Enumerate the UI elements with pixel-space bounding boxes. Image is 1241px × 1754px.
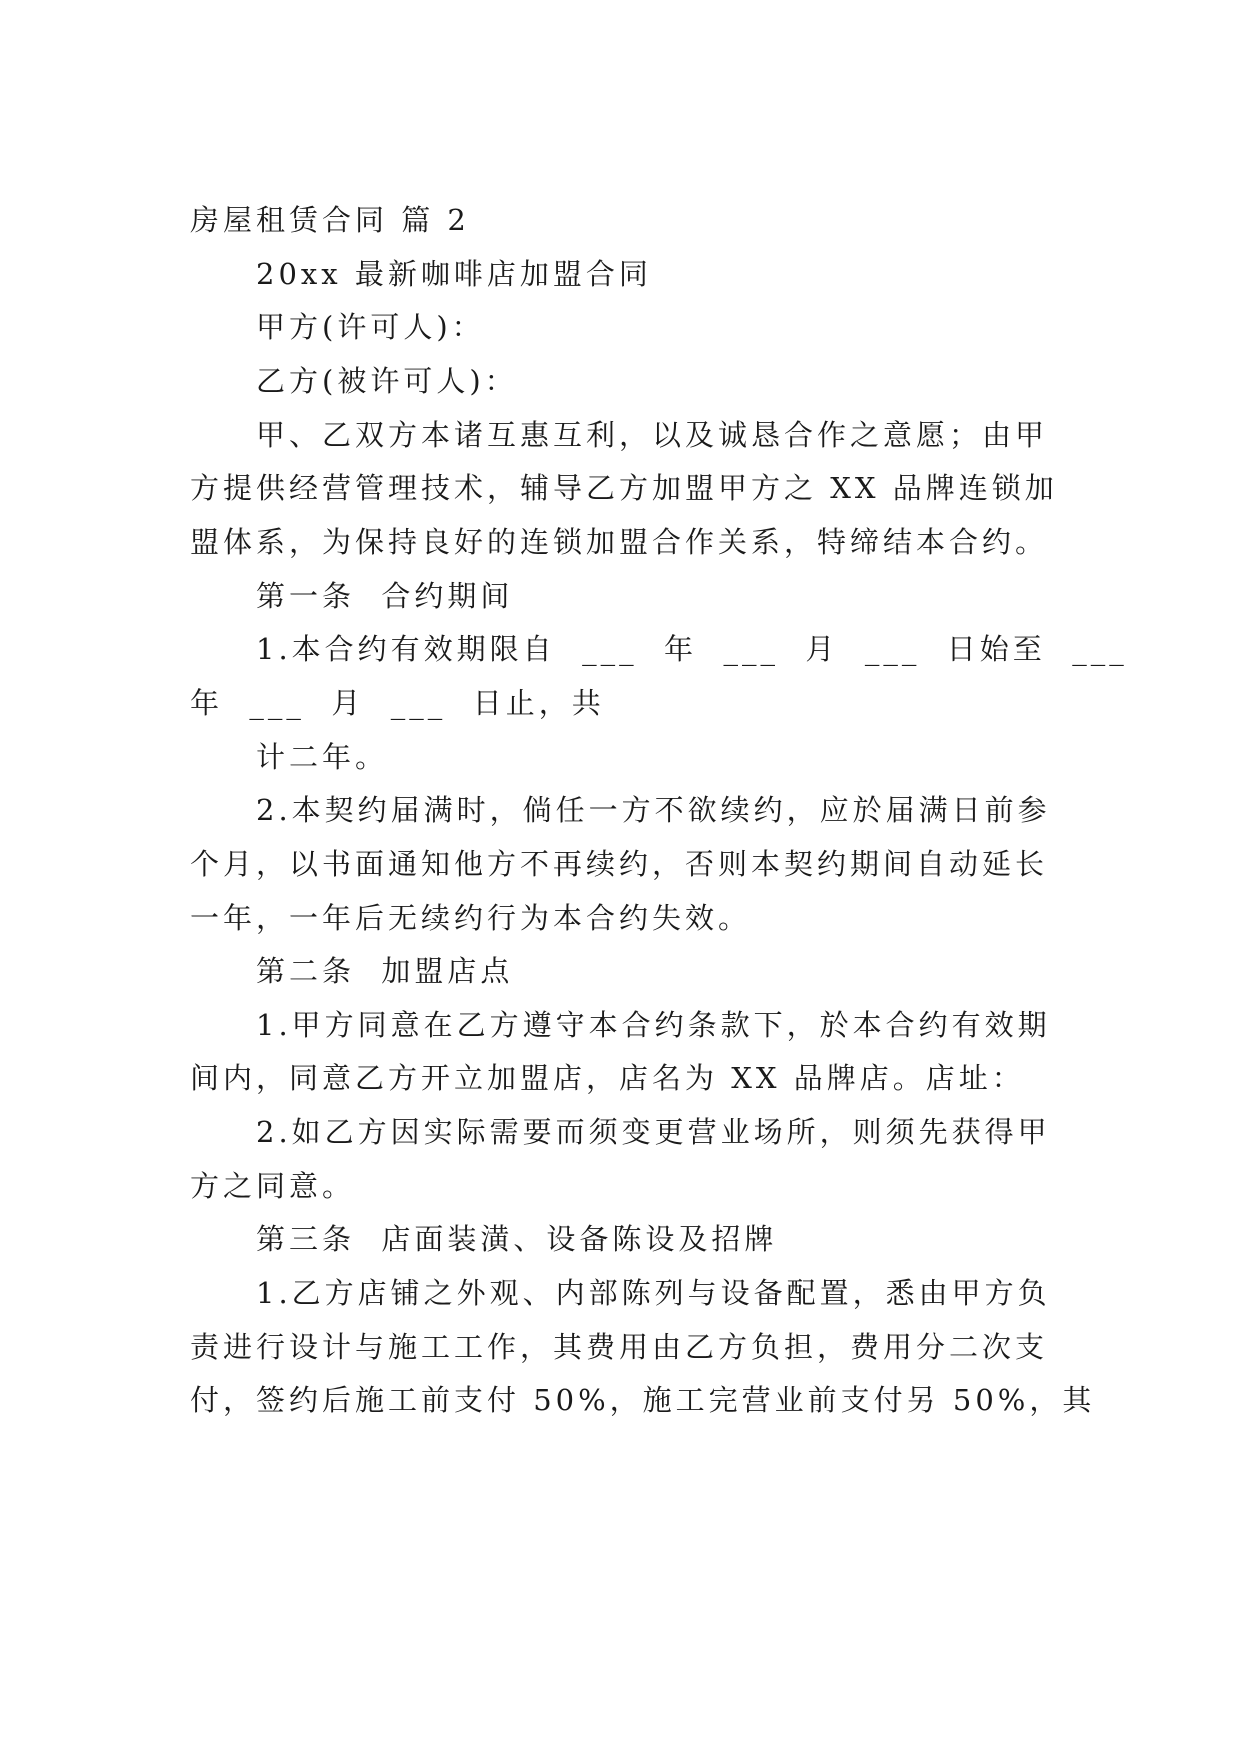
- body-line: 盟体系，为保持良好的连锁加盟合作关系，特缔结本合约。: [190, 525, 1049, 559]
- body-line: 1.甲方同意在乙方遵守本合约条款下，於本合约有效期: [256, 1008, 1051, 1042]
- article-heading: 第二条 加盟店点: [256, 954, 514, 988]
- body-line: 1.乙方店铺之外观、内部陈列与设备配置，悉由甲方负: [256, 1276, 1051, 1310]
- party-a-line: 甲方(许可人)：: [256, 310, 485, 344]
- body-line: 方提供经营管理技术，辅导乙方加盟甲方之 XX 品牌连锁加: [190, 471, 1058, 505]
- body-line: 方之同意。: [190, 1169, 356, 1203]
- body-line: 2.如乙方因实际需要而须变更营业场所，则须先获得甲: [256, 1115, 1051, 1149]
- body-line: 付，签约后施工前支付 50%，施工完营业前支付另 50%，其: [190, 1383, 1096, 1417]
- article-heading: 第一条 合约期间: [256, 579, 514, 613]
- contract-title: 20xx 最新咖啡店加盟合同: [256, 257, 652, 291]
- body-line: 间内，同意乙方开立加盟店，店名为 XX 品牌店。店址：: [190, 1061, 1025, 1095]
- body-line: 2.本契约届满时，倘任一方不欲续约，应於届满日前参: [256, 793, 1051, 827]
- body-line: 甲、乙双方本诸互惠互利，以及诚恳合作之意愿；由甲: [256, 418, 1049, 452]
- body-line: 一年，一年后无续约行为本合约失效。: [190, 901, 752, 935]
- body-line: 年 ___ 月 ___ 日止，共: [190, 686, 605, 720]
- body-line: 1.本合约有效期限自 ___ 年 ___ 月 ___ 日始至 ___: [256, 632, 1128, 666]
- article-heading: 第三条 店面装潢、设备陈设及招牌: [256, 1222, 778, 1256]
- party-b-line: 乙方(被许可人)：: [256, 364, 518, 398]
- body-line: 个月，以书面通知他方不再续约，否则本契约期间自动延长: [190, 847, 1049, 881]
- section-heading: 房屋租赁合同 篇 2: [190, 203, 470, 237]
- body-line: 责进行设计与施工工作，其费用由乙方负担，费用分二次支: [190, 1330, 1049, 1364]
- body-line: 计二年。: [256, 740, 389, 774]
